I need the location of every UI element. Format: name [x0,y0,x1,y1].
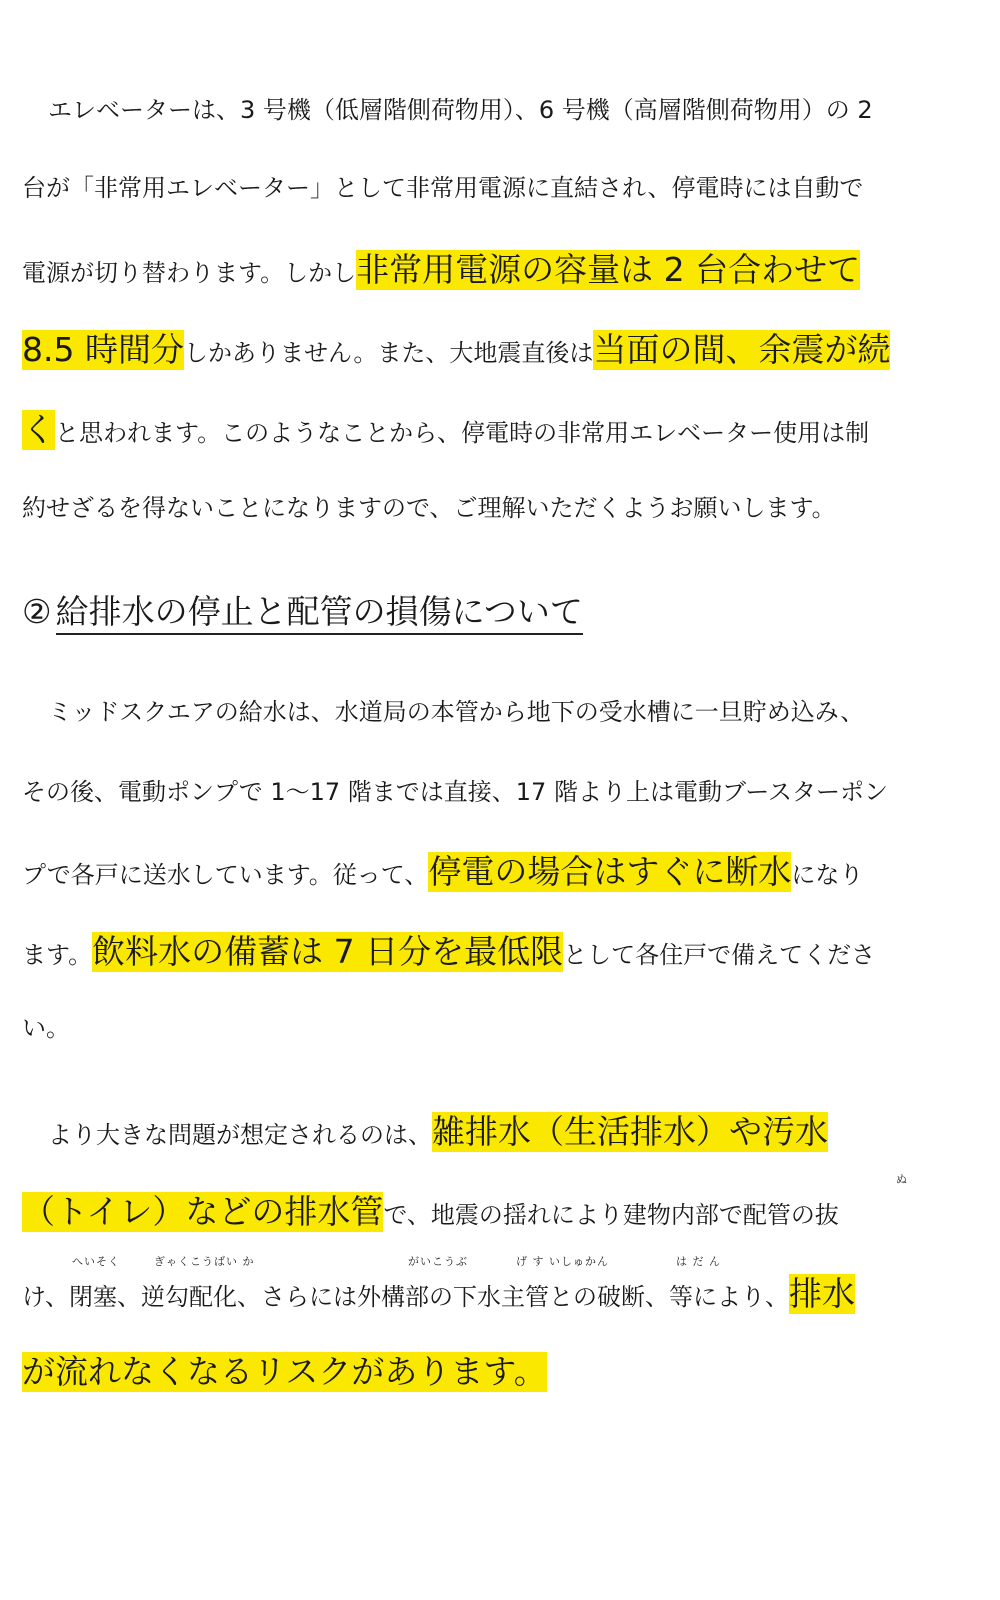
paragraph-line [22,90,982,130]
highlight: く [22,410,55,450]
ruby-annotation: げ す いしゅかん [516,1255,609,1268]
paragraph-line [22,932,982,972]
text: として各住戸で備えてくださ [563,941,876,969]
section-heading [22,590,583,634]
text: 約せざるを得ないことになりますので、ご理解いただくようお願いします。 [22,494,836,522]
highlight: 8.5 時間分 [22,330,184,370]
paragraph-line [22,692,982,732]
highlight: が流れなくなるリスクがあります。 [22,1352,547,1392]
highlight: 当面の間、余震が続 [593,330,890,370]
paragraph-line [22,410,982,450]
paragraph-line [22,1352,982,1392]
paragraph-line [22,1192,982,1232]
ruby-annotation: へいそく [72,1255,120,1268]
paragraph-line [22,772,982,812]
text: しかありません。また、大地震直後は [183,339,594,367]
text: 台が「非常用エレベーター」として非常用電源に直結され、停電時には自動で [22,174,864,202]
text: になり [791,861,864,889]
paragraph-line [22,330,982,370]
heading-number: ② [22,592,52,631]
highlight: 雑排水（生活排水）や汚水 [432,1112,828,1152]
text: より大きな問題が想定されるのは、 [48,1121,432,1149]
text: ミッドスクエアの給水は、水道局の本管から地下の受水槽に一旦貯め込み、 [48,698,865,726]
text: プで各戸に送水しています。従って、 [22,861,429,889]
paragraph-line [22,852,982,892]
paragraph-line [22,168,982,208]
ruby-annotation: ぬ [896,1173,908,1186]
highlight: （トイレ）などの排水管 [22,1192,383,1232]
text: エレベーターは、3 号機（低層階側荷物用）、6 号機（高層階側荷物用）の 2 [48,96,873,124]
text: 電源が切り替わります。しかし [22,259,357,287]
text: ます。 [22,941,93,969]
ruby-annotation: は だ ん [676,1255,721,1268]
ruby-annotation: がいこうぶ [408,1255,468,1268]
highlight: 停電の場合はすぐに断水 [428,852,791,892]
highlight: 非常用電源の容量は 2 台合わせて [356,250,860,290]
text: い。 [22,1014,70,1042]
paragraph-line [22,1112,982,1152]
paragraph-line [22,1008,982,1048]
text: で、地震の揺れにより建物内部で配管の抜 [383,1201,839,1229]
text: と思われます。このようなことから、停電時の非常用エレベーター使用は制 [55,419,870,447]
highlight: 飲料水の備蓄は 7 日分を最低限 [92,932,563,972]
heading-text: 給排水の停止と配管の損傷について [56,592,583,635]
paragraph-line [22,488,982,528]
paragraph-line [22,250,982,290]
ruby-annotation: ぎゃくこうばい か [154,1255,255,1268]
paragraph-line [22,1274,982,1314]
text: その後、電動ポンプで 1～17 階までは直接、17 階より上は電動ブースターポン [22,778,889,806]
text: け、閉塞、逆勾配化、さらには外構部の下水主管との破断、等により、 [22,1283,790,1311]
highlight: 排水 [789,1274,855,1314]
